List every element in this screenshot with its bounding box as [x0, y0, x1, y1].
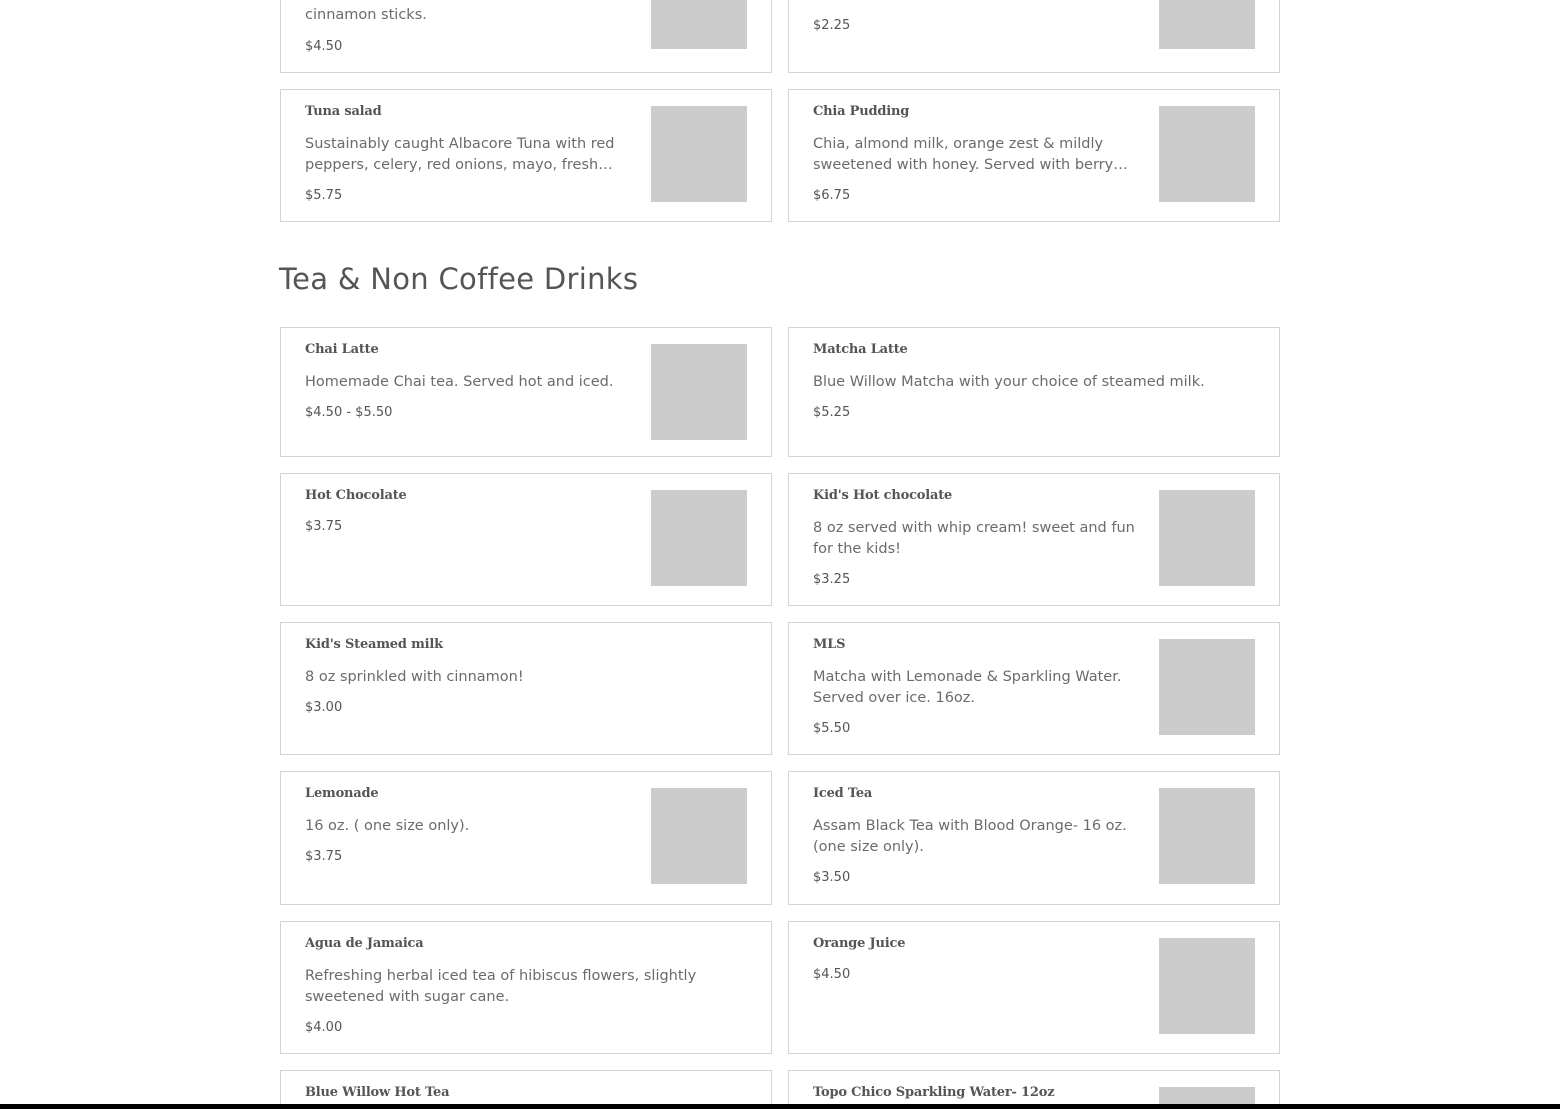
menu-item-name: Orange Juice — [813, 936, 906, 951]
menu-item-card[interactable] — [788, 622, 1280, 755]
menu-item-image — [651, 106, 747, 202]
menu-item-card[interactable] — [788, 327, 1280, 457]
menu-item-price: $4.50 - $5.50 — [305, 405, 393, 420]
menu-item-name: Topo Chico Sparkling Water- 12oz — [813, 1085, 1055, 1100]
menu-item-price: $2.25 — [813, 18, 851, 33]
menu-item-card[interactable] — [788, 1070, 1280, 1104]
menu-item-name: MLS — [813, 637, 846, 652]
menu-item-image — [651, 344, 747, 440]
menu-item-card[interactable] — [788, 0, 1280, 73]
menu-item-image — [1159, 106, 1255, 202]
menu-item-description: Blue Willow Matcha with your choice of steamed milk. — [813, 374, 1205, 390]
menu-item-price: $5.50 — [813, 721, 851, 736]
menu-item-price: $3.25 — [813, 572, 851, 587]
menu-item-name: Lemonade — [305, 786, 379, 801]
menu-item-card[interactable] — [280, 1070, 772, 1104]
menu-item-image — [651, 490, 747, 586]
menu-item-price: $5.25 — [813, 405, 851, 420]
menu-item-card[interactable] — [280, 89, 772, 222]
menu-item-card[interactable] — [280, 771, 772, 905]
menu-item-name: Iced Tea — [813, 786, 873, 801]
menu-item-card[interactable] — [788, 771, 1280, 905]
menu-item-name: Kid's Hot chocolate — [813, 488, 953, 503]
menu-item-price: $3.75 — [305, 519, 343, 534]
menu-item-card[interactable] — [280, 622, 772, 755]
menu-item-name: Tuna salad — [305, 104, 382, 119]
menu-item-description: 8 oz sprinkled with cinnamon! — [305, 669, 524, 685]
menu-item-description: Refreshing herbal iced tea of hibiscus flowers, slightly sweetened with sugar cane. — [305, 968, 697, 1005]
section-title: Tea & Non Coffee Drinks — [279, 262, 639, 296]
menu-item-price: $4.50 — [305, 39, 343, 54]
menu-item-price: $3.00 — [305, 700, 343, 715]
menu-item-image — [651, 0, 747, 49]
menu-item-price: $6.75 — [813, 188, 851, 203]
menu-item-image — [1159, 788, 1255, 884]
menu-item-name: Chia Pudding — [813, 104, 910, 119]
menu-item-description: Chia, almond milk, orange zest & mildly sweetened with honey. Served with berry — [813, 136, 1114, 173]
menu-item-name: Chai Latte — [305, 342, 379, 357]
menu-item-image — [1159, 1087, 1255, 1104]
menu-item-card[interactable] — [280, 0, 772, 73]
menu-item-name: Blue Willow Hot Tea — [305, 1085, 450, 1100]
menu-item-description: 8 oz served with whip cream! sweet and fun for the kids! — [813, 520, 1135, 557]
menu-item-price: $4.50 — [813, 967, 851, 982]
menu-item-description: cinnamon sticks. — [305, 7, 427, 23]
menu-item-price: $4.00 — [305, 1020, 343, 1035]
menu-item-card[interactable] — [280, 473, 772, 606]
menu-item-image — [1159, 0, 1255, 49]
menu-item-description: Sustainably caught Albacore Tuna with red peppers, celery, red onions, mayo, fresh — [305, 136, 615, 173]
menu-item-description: Homemade Chai tea. Served hot and iced. — [305, 374, 614, 390]
menu-item-name: Matcha Latte — [813, 342, 908, 357]
menu-item-image — [1159, 639, 1255, 735]
menu-item-description: Assam Black Tea with Blood Orange- 16 oz. (one size only). — [813, 818, 1127, 855]
bottom-bar — [0, 1104, 1560, 1109]
menu-item-image — [1159, 490, 1255, 586]
menu-item-card[interactable] — [788, 89, 1280, 222]
menu-item-image — [651, 788, 747, 884]
menu-item-card[interactable] — [280, 921, 772, 1054]
menu-item-card[interactable] — [788, 473, 1280, 606]
menu-item-price: $3.75 — [305, 849, 343, 864]
menu-item-card[interactable] — [280, 327, 772, 457]
menu-item-description: 16 oz. ( one size only). — [305, 818, 470, 834]
menu-item-name: Kid's Steamed milk — [305, 637, 443, 652]
menu-item-name: Agua de Jamaica — [305, 936, 424, 951]
menu-item-name: Hot Chocolate — [305, 488, 407, 503]
menu-item-card[interactable] — [788, 921, 1280, 1054]
menu-item-price: $3.50 — [813, 870, 851, 885]
menu-item-image — [1159, 938, 1255, 1034]
menu-item-price: $5.75 — [305, 188, 343, 203]
menu-item-description: Matcha with Lemonade & Sparkling Water. Served over ice. 16oz. — [813, 669, 1122, 706]
